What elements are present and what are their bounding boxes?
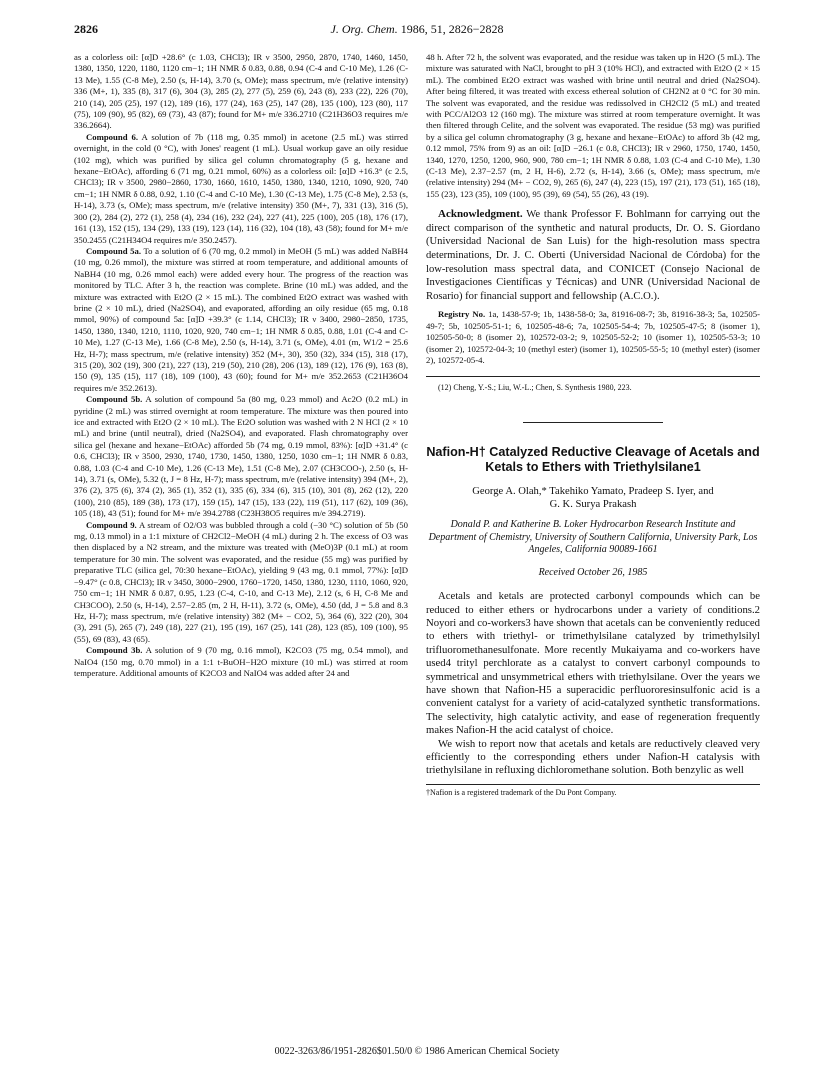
experimental-continuation: 48 h. After 72 h, the solvent was evaporated, and the residue was taken up in H2O (5 mL). The mixture was saturated with NaCl, brought to pH 3 (10% HCl), and extracted with Et2O (2 × 15 mL). The combined Et2O extract was washed with brine until neutral and dried (Na2SO4). After being filtered, it was treated with excess ethereal solution of CH2N2 at 0 °C for 30 min. The solvent was evaporated, and the residue was redissolved in CH2Cl2 (5 mL) and treated with PCC/Al2O3 12 (160 mg). The mixture was stirred at room temperature overnight. It was then filtered through Celite, and the solvent was evaporated. The residue (53 mg) was purified by a silica gel column chromatography (3 g, hexane and hexane−EtOAc) to afford 3b (42 mg, 0.12 mmol, 75% from 9) as an oil: [α]D −26.1 (c 0.8, CHCl3); IR ν 2960, 1750, 1740, 1450, 1340, 1270, 1250, 1200, 960, 900, 780 cm−1; 1H NMR δ 0.88, 1.03 (C-4 and C-10 Me), 1.30 (C-13 Me), 2.37−2.57 (m, 2 H, H-6), 2.72 (s, H-14), 3.66 (s, OMe); mass spectrum, m/e (relative intensity) 294 (M+ − CO2, 9), 265 (6), 247 (4), 223 (15), 197 (21), 173 (51), 165 (18), 155 (23), 123 (35), 109 (100), 95 (39), 69 (54), 55 (26), 43 (19). <box>426 52 760 199</box>
page-number: 2826 <box>74 22 98 36</box>
article-authors: George A. Olah,* Takehiko Yamato, Pradeep S. Iyer, and G. K. Surya Prakash <box>472 485 714 510</box>
footnote-rule <box>426 376 760 377</box>
experimental-paragraph: as a colorless oil: [α]D +28.6° (c 1.03, CHCl3); IR ν 3500, 2950, 2870, 1740, 1460, 1450, 1380, 1350, 1220, 1180, 1120 cm−1; 1H NMR δ 0.83, 0.88, 0.94 (C-4 and C-10 Me), 1.26 (C-13 Me), 1.55 (C-8 Me), 2.50 (s, H-14), 3.70 (s, OMe); mass spectrum, m/e (relative intensity) 336 (M+, 1), 335 (8), 317 (6), 304 (3), 285 (2), 277 (5), 259 (6), 243 (8), 233 (22), 226 (70), 210 (14), 205 (25), 197 (12), 189 (16), 177 (24), 163 (25), 147 (28), 135 (100), 123 (80), 117 (75), 109 (90), 95 (82), 69 (73), 43 (87); found for M+ m/e 336.2710 (C21H36O3 requires m/e 336.2664). <box>74 52 408 131</box>
volume-pages: 1986, 51, 2826−2828 <box>400 22 504 36</box>
body-paragraph: We wish to report now that acetals and ketals are reductively cleaved very efficiently to the corresponding ethers under Nafion-H catalysis with triethylsilane in refluxing dichloromethane solution. Both benzylic as well <box>426 737 760 777</box>
article-separator <box>523 422 663 423</box>
experimental-paragraph: Compound 9. A stream of O2/O3 was bubbled through a cold (−30 °C) solution of 5b (50 mg, 0.13 mmol) in a 1:1 mixture of CH2Cl2−MeOH (4 mL) during 2 h. The excess of O3 was then displaced by a N2 stream, and the mixture was treated with (MeO)3P (0.1 mL) at room temperature for 30 min. The solvent was evaporated, and the residue (55 mg) was purified by preparative TLC (silica gel, 70:30 hexane−EtOAc), yielding 9 (43 mg, 0.1 mmol, 77%): [α]D −9.47° (c 0.8, CHCl3); IR ν 3450, 3000−2900, 1760−1720, 1450, 1380, 1230, 1110, 1060, 920, 750 cm−1; 1H NMR δ 0.87, 0.95, 1.23 (C-4, C-10, and C-13 Me), 2.12 (s, 6 H, C-8 Me and CH3COO), 2.50 (s, H-14), 2.57−2.85 (m, 2 H, H-11), 3.72 (s, OMe), 4.50 (dd, J = 5.8 and 8.3 Hz, H-7); mass spectrum, m/e (relative intensity) 382 (M+ − CO2, 5), 364 (6), 322 (20), 304 (3), 291 (5), 265 (7), 249 (18), 227 (21), 195 (19), 167 (25), 141 (28), 123 (85), 109 (100), 95 (55), 69 (83), 43 (65). <box>74 519 408 644</box>
right-column <box>426 52 760 798</box>
reference-12: (12) Cheng, Y.-S.; Liu, W.-L.; Chen, S. Synthesis 1980, 223. <box>438 383 632 393</box>
left-column <box>74 52 408 679</box>
trademark-footnote: †Nafion is a registered trademark of the Du Pont Company. <box>426 784 760 798</box>
registry-numbers: Registry No. 1a, 1438-57-9; 1b, 1438-58-0; 3a, 81916-08-7; 3b, 81916-38-3; 5a, 102505-49-7; 5b, 102505-51-1; 6, 102505-48-6; 7a, 102505-54-4; 7b, 102505-47-5; 8 (isomer 1), 102505-50-0; 8 (isomer 2), 102572-03-2; 9, 102505-52-2; 10 (isomer 1), 102505-53-3; 10 (isomer 2), 102572-04-3; 10 (methyl ester) (isomer 1), 102505-55-5; 10 (methyl ester) (isomer 2), 102572-05-4. <box>426 309 760 366</box>
page-footer: 0022-3263/86/1951-2826$01.50/0 © 1986 American Chemical Society <box>274 1046 560 1057</box>
experimental-paragraph: Compound 3b. A solution of 9 (70 mg, 0.16 mmol), K2CO3 (75 mg, 0.54 mmol), and NaIO4 (150 mg, 0.70 mmol) in a 1:1 t-BuOH−H2O mixture (10 mL) was stirred at room temperature. Additional amounts of K2CO3 and NaIO4 was added after 24 and <box>74 645 408 678</box>
body-paragraph: Acetals and ketals are protected carbonyl compounds which can be reduced to either ethers or hydrocarbons under a variety of conditions.2 Noyori and co-workers3 have shown that acetals can be conveniently reduced to ethers with triethyl- or trimethylsilane catalyzed by trimethylsilyl trifluoromethanesulfonate. More recently Mukaiyama and co-workers have used4 trityl perchlorate as a catalyst to convert carbonyl compounds to symmetrical and unsymmetrical ethers with triethylsilane. Over the years we have shown that Nafion-H5 a superacidic perfluororesinsulfonic acid is a convenient catalyst for a variety of acid-catalyzed synthetic transformations. The selectivity, high catalytic activity, and ease of regeneration frequently makes Nafion-H the acid catalyst of choice. <box>426 590 760 737</box>
experimental-paragraph: Compound 6. A solution of 7b (118 mg, 0.35 mmol) in acetone (2.5 mL) was stirred overnight, in the cold (0 °C), with Jones' reagent (1 mL). Usual workup gave an oily residue (102 mg), which was purified by silica gel column chromatography (5 g, hexane and hexane−EtOAc), affording 6 (71 mg, 0.21 mmol, 60%) as a colorless oil: [α]D +16.3° (c 2.5, CHCl3); IR ν 3500, 2980−2860, 1730, 1660, 1610, 1450, 1380, 1340, 1210, 1090, 920, 740 cm−1; 1H NMR δ 0.88, 0.92, 1.10 (C-4 and C-10 Me), 1.30 (C-13 Me), 1.75 (C-8 Me), 2.53 (s, H-14), 3.73 (s, OMe); mass spectrum, m/e (relative intensity) 350 (M+, 7), 331 (13), 316 (5), 300 (2), 284 (2), 272 (1), 258 (4), 234 (16), 232 (24), 227 (41), 225 (100), 205 (18), 176 (17), 161 (13), 152 (15), 134 (29), 133 (19), 123 (14), 116 (32), 104 (18), 43 (58); found for M+ m/e 350.2455 (C21H34O4 requires m/e 350.2457). <box>74 131 408 245</box>
article-affiliation: Donald P. and Katherine B. Loker Hydrocarbon Research Institute and Department of Chemistry, University of Southern California, University Park, Los Angeles, California 90089-1661 <box>428 518 758 556</box>
experimental-paragraph: Compound 5a. To a solution of 6 (70 mg, 0.2 mmol) in MeOH (5 mL) was added NaBH4 (10 mg, 0.26 mmol), the mixture was stirred at room temperature, and additional amounts of NaBH4 (10 mg, 0.26 mmol each) were added every hour. The progress of the reaction was monitored by TLC. After 3 h, the reaction was complete. Brine (10 mL) was added, and the mixture was extracted with Et2O (2 × 15 mL). The combined Et2O extract was washed with brine (2 × 10 mL), dried (Na2SO4), and evaporated, affording an oily residue (65 mg, 0.18 mmol, 90%) of compound 5a: [α]D +39.3° (c 1.14, CHCl3); IR ν 3400, 2980−2850, 1735, 1450, 1380, 1340, 1210, 1110, 1020, 920, 740 cm−1; 1H NMR δ 0.85, 0.88, 1.01 (C-4 and C-10 Me), 1.27 (C-13 Me), 1.66 (C-8 Me), 2.50 (s, H-14), 3.71 (s, OMe), 4.01 (m, W1/2 = 25.6 Hz, H-7); mass spectrum, m/e (relative intensity) 352 (M+, 30), 350 (32), 334 (15), 318 (17), 315 (20), 302 (19), 300 (21), 227 (13), 219 (50), 210 (28), 206 (13), 189 (12), 176 (9), 163 (8), 150 (9), 135 (15), 117 (18), 109 (100), 43 (60); found for M+ m/e 352.2653 (C21H36O4 requires m/e 352.2613). <box>74 245 408 393</box>
journal-citation <box>74 22 760 37</box>
journal-name: J. Org. Chem. <box>330 22 398 36</box>
page-header <box>74 22 760 42</box>
acknowledgment: Acknowledgment. We thank Professor F. Bohlmann for carrying out the direct comparison of the synthetic and natural products, Dr. O. S. Giordano (Universidad Nacional de San Luis) for the high-resolution mass spectra determinations, Dr. J. C. Oberti (Universidad Nacional de Córdoba) for the low-resolution mass spectral data, and CONICET (Consejo Nacional de Investigaciones Científicas y Técnicas) and UNR (Universidad Nacional de Rosario) for financial support and fellowship (A.C.O.). <box>426 208 760 302</box>
received-date: Received October 26, 1985 <box>538 566 648 578</box>
article-title: Nafion-H† Catalyzed Reductive Cleavage of Acetals and Ketals to Ethers with Triethylsilane1 <box>426 444 760 474</box>
article-body <box>426 590 760 778</box>
experimental-paragraph: Compound 5b. A solution of compound 5a (80 mg, 0.23 mmol) and Ac2O (0.2 mL) in pyridine (2 mL) was stirred overnight at room temperature. The mixture was then poured into ice and extracted with Et2O (2 × 10 mL). The Et2O solution was washed with 2 N HCl (2 × 10 mL) and brine (until neutral), dried (Na2SO4), and evaporated. Flash chromatography over silica gel (hexane and hexane−EtOAc) afforded 5b (74 mg, 0.19 mmol, 83%): [α]D +31.4° (c 0.6, CHCl3); IR ν 3500, 2930, 1740, 1730, 1450, 1380, 1250, 1030 cm−1; 1H NMR δ 0.83, 0.88, 1.03 (C-4 and C-10 Me), 1.26 (C-13 Me), 1.51 (C-8 Me), 2.07 (CH3COO-), 2.50 (s, H-14), 3.71 (s, OMe), 5.32 (t, J = 8 Hz, H-7); mass spectrum, m/e (relative intensity) 394 (M+, 2), 376 (2), 375 (6), 374 (2), 365 (1), 352 (1), 335 (6), 334 (6), 315 (10), 301 (8), 262 (12), 220 (100), 210 (85), 189 (38), 173 (17), 159 (15), 147 (15), 133 (22), 119 (51), 117 (62), 109 (36), 105 (18), 43 (51); found for M+ m/e 394.2788 (C23H38O5 requires m/e 394.2719). <box>74 394 408 519</box>
